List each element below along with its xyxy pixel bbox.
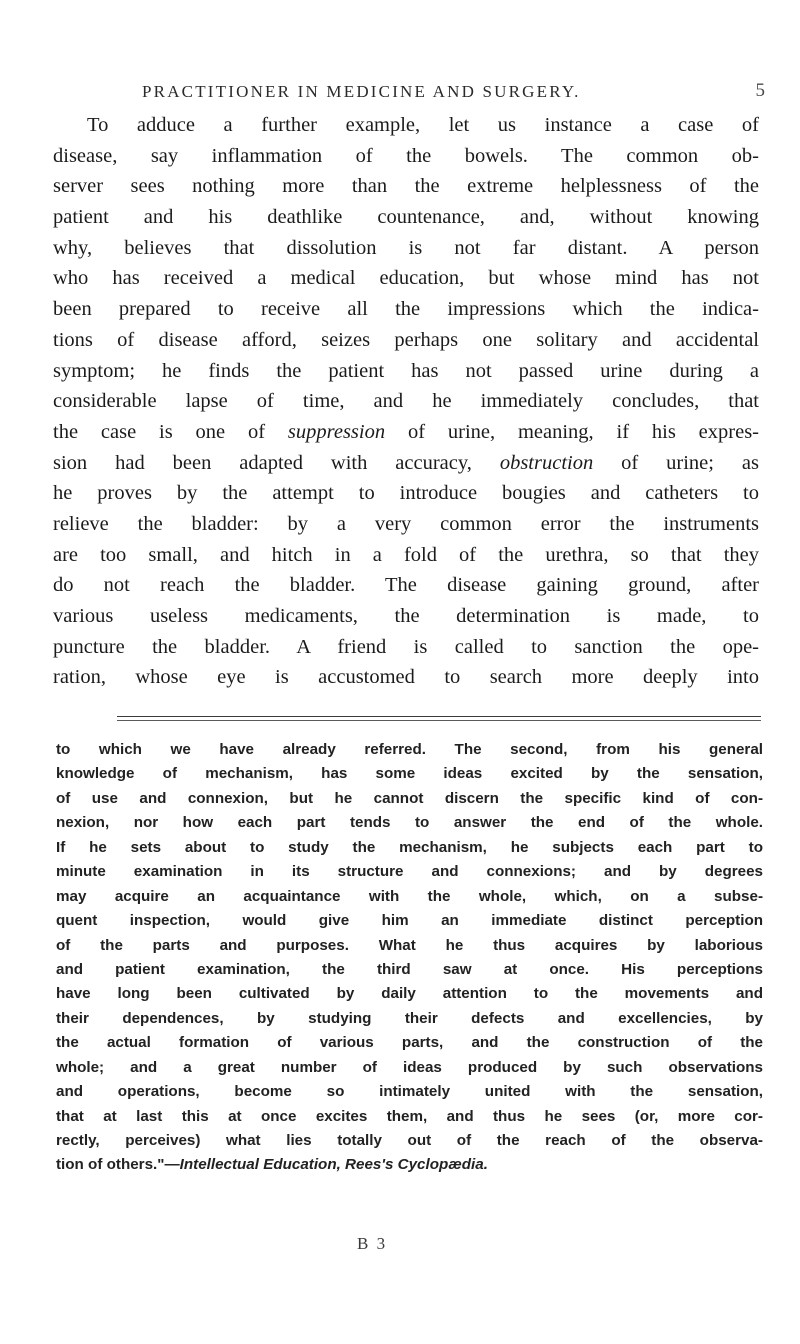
footnote-line: have long been cultivated by daily attention to the movements and [56, 985, 763, 1003]
text-line: he proves by the attempt to introduce bougies and catheters to [53, 482, 759, 505]
footnote-line: If he sets about to study the mechanism, he subjects each part to [56, 838, 763, 856]
text-line: various useless medicaments, the determination is made, to [53, 605, 759, 627]
footnote-line: nexion, nor how each part tends to answer the end of the whole. [56, 814, 763, 832]
footnote-line [56, 1153, 763, 1177]
footnote-line: of use and connexion, but he cannot discern the specific kind of con- [56, 789, 763, 807]
text-line [53, 448, 759, 479]
text-segment: tion of others."— [56, 1156, 180, 1174]
text-line [53, 417, 759, 448]
text-line: are too small, and hitch in a fold of the urethra, so that they [53, 543, 759, 566]
text-line: puncture the bladder. A friend is called to sanction the ope- [53, 635, 759, 658]
running-head [110, 80, 765, 108]
footnote-line: that at last this at once excites them, and thus he sees (or, more cor- [56, 1107, 763, 1125]
footnote-line: whole; and a great number of ideas produced by such observations [56, 1058, 763, 1076]
footnote-line: rectly, perceives) what lies totally out of the reach of the observa- [56, 1132, 763, 1149]
footnote-divider-inner [117, 720, 761, 721]
italic-term-suppression: suppression [287, 420, 386, 443]
footnote-line: knowledge of mechanism, has some ideas excited by the sensation, [56, 765, 763, 783]
text-line: who has received a medical education, but whose mind has not [53, 267, 759, 290]
footnote-divider [117, 716, 761, 717]
footnote [56, 738, 763, 1178]
footnote-line: and operations, become so intimately united with the sensation, [56, 1083, 763, 1101]
text-segment: of urine; as [593, 451, 759, 474]
main-paragraph [53, 110, 759, 693]
text-segment: of urine, meaning, if his expres- [385, 420, 759, 443]
text-line: patient and his deathlike countenance, and, without knowing [53, 206, 759, 229]
text-line: ration, whose eye is accustomed to search more deeply into [53, 666, 759, 689]
citation: Intellectual Education, Rees's Cyclopædia. [179, 1156, 488, 1174]
footnote-line: quent inspection, would give him an immediate distinct perception [56, 912, 763, 930]
text-line: relieve the bladder: by a very common error the instruments [53, 512, 759, 535]
footnote-line: the actual formation of various parts, and the construction of the [56, 1034, 763, 1052]
text-line: symptom; he finds the patient has not passed urine during a [53, 359, 759, 382]
footnote-line: their dependences, by studying their defects and excellencies, by [56, 1009, 763, 1027]
text-segment: the case is one of [53, 420, 288, 443]
text-line: do not reach the bladder. The disease gaining ground, after [53, 574, 759, 597]
running-title: PRACTITIONER IN MEDICINE AND SURGERY. [142, 82, 581, 101]
text-line: been prepared to receive all the impressions which the indica- [53, 298, 759, 321]
signature-mark: B 3 [357, 1234, 388, 1253]
footnote-line: of the parts and purposes. What he thus acquires by laborious [56, 936, 763, 954]
text-segment: sion had been adapted with accuracy, [53, 451, 500, 474]
italic-term-obstruction: obstruction [499, 451, 594, 474]
text-line: why, believes that dissolution is not far distant. A person [53, 236, 759, 259]
text-line: server sees nothing more than the extreme helplessness of the [53, 175, 759, 198]
footnote-line: and patient examination, the third saw at once. His perceptions [56, 960, 763, 978]
text-line: To adduce a further example, let us instance a case of [87, 114, 759, 136]
text-line: considerable lapse of time, and he immediately concludes, that [53, 390, 759, 413]
text-line: tions of disease afford, seizes perhaps one solitary and accidental [53, 328, 759, 351]
footnote-line: to which we have already referred. The second, from his general [56, 741, 763, 758]
text-line: disease, say inflammation of the bowels. The common ob- [53, 144, 759, 167]
footnote-line: may acquire an acquaintance with the whole, which, on a subse- [56, 887, 763, 905]
footnote-line: minute examination in its structure and connexions; and by degrees [56, 863, 763, 881]
page-number: 5 [755, 80, 765, 101]
